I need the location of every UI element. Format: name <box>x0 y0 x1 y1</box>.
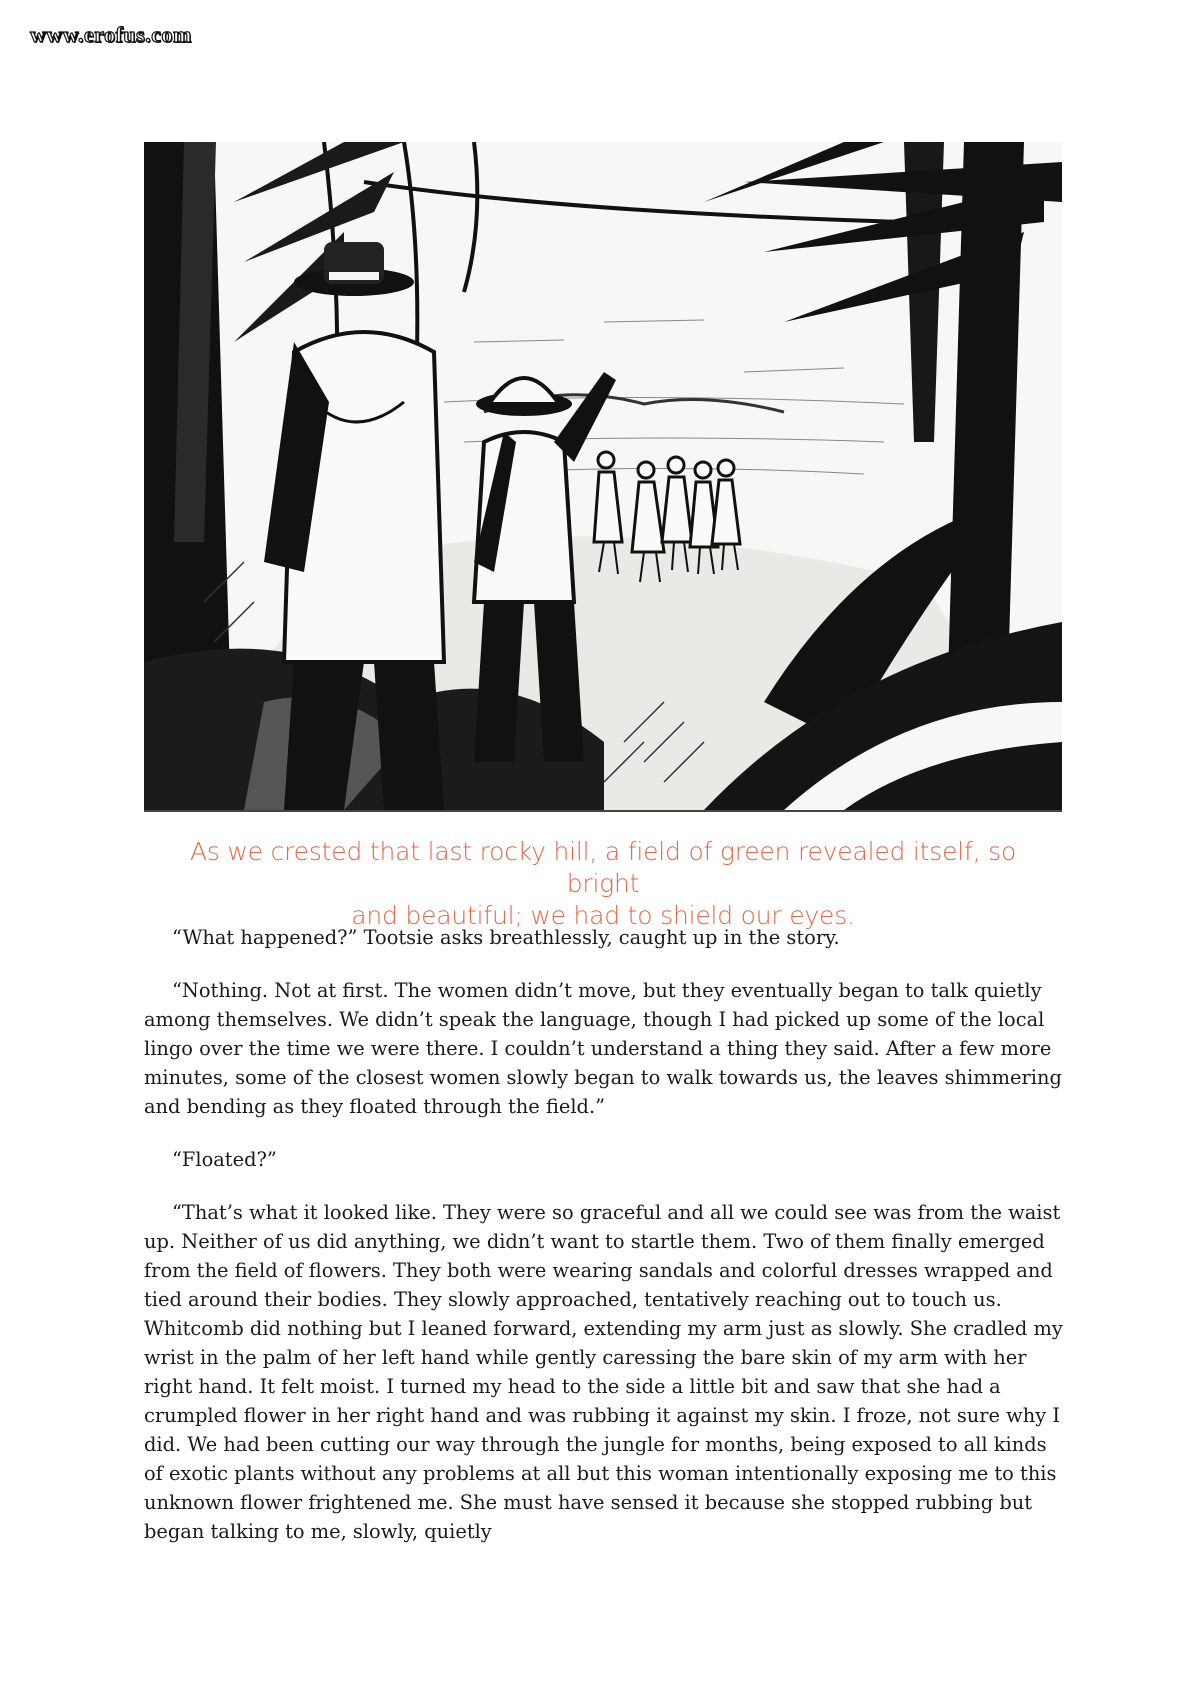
caption-line-2: and beautiful; we had to shield our eyes. <box>351 901 855 930</box>
story-body <box>144 923 1064 1570</box>
illustration-bottom-rule <box>144 810 1062 812</box>
paragraph: “Floated?” <box>172 1148 277 1171</box>
jungle-illustration <box>144 142 1062 810</box>
paragraph: “Nothing. Not at first. The women didn’t move, but they eventually began to talk quietly among themselves. We didn’t speak the language, though I had picked up some of the local lingo over the time we were there. I couldn’t understand a thing they said. After a few more minutes, some of the closest women slowly began to walk towards us, the leaves shimmering and bending as they floated through the field.” <box>144 979 1062 1118</box>
illustration-caption <box>150 836 1056 932</box>
site-watermark: www.erofus.com <box>30 22 192 47</box>
paragraph: “What happened?” Tootsie asks breathlessly, caught up in the story. <box>172 926 840 949</box>
paragraph: “That’s what it looked like. They were so graceful and all we could see was from the waist up. Neither of us did anything, we didn’t want to startle them. Two of them finally emerged from the field of flowers. They both were wearing sandals and colorful dresses wrapped and tied around their bodies. They slowly approached, tentatively reaching out to touch us. Whitcomb did nothing but I leaned forward, extending my arm just as slowly. She cradled my wrist in the palm of her left hand while gently caressing the bare skin of my arm with her right hand. It felt moist. I turned my head to the side a little bit and saw that she had a crumpled flower in her right hand and was rubbing it against my skin. I froze, not sure why I did. We had been cutting our way through the jungle for months, being exposed to all kinds of exotic plants without any problems at all but this woman intentionally exposing me to this unknown flower frightened me. She must have sensed it because she stopped rubbing but began talking to me, slowly, quietly <box>144 1201 1063 1543</box>
jungle-illustration-icon <box>144 142 1062 810</box>
caption-line-1: As we crested that last rocky hill, a field of green revealed itself, so bright <box>189 837 1017 898</box>
